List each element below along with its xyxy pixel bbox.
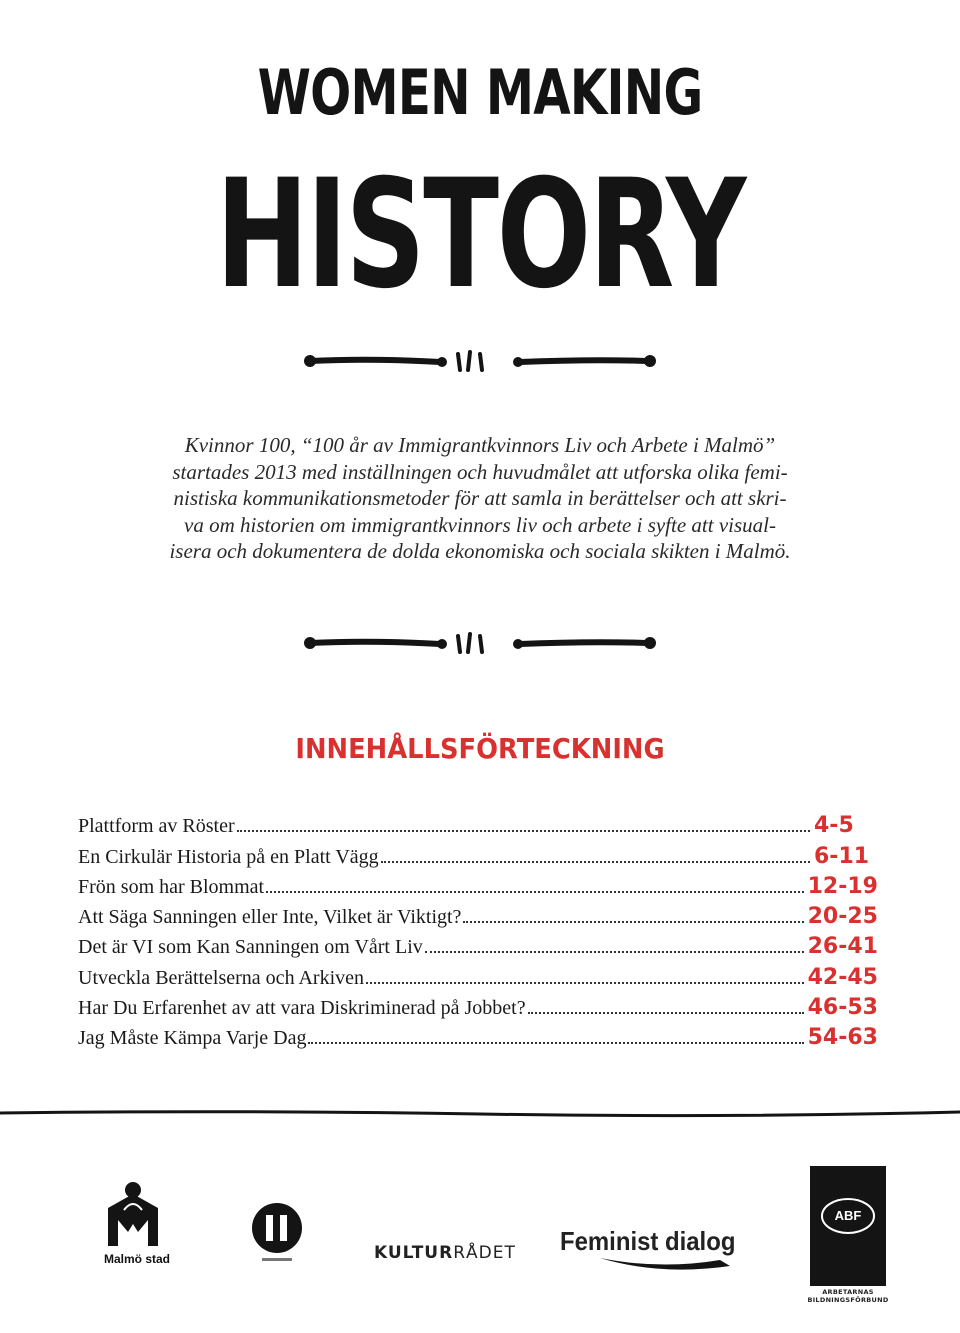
toc-entry[interactable] (78, 959, 878, 989)
abf-logo (810, 1166, 886, 1286)
toc-leader-dots (308, 1041, 803, 1044)
toc-leader-dots (381, 860, 810, 863)
toc-entry-title: Har Du Erfarenhet av att vara Diskriminerad på Jobbet? (78, 997, 526, 1020)
kulturradet-word-a: KULTUR (374, 1243, 454, 1263)
toc-entry-title: Det är VI som Kan Sanningen om Vårt Liv (78, 936, 423, 959)
toc-leader-dots (463, 920, 803, 923)
toc-entry[interactable] (78, 1020, 878, 1050)
toc-entry-pages: 46-53 (807, 995, 878, 1021)
toc-entry-pages: 54-63 (807, 1025, 878, 1051)
toc-entry[interactable] (78, 899, 878, 929)
toc-entry[interactable] (78, 990, 878, 1020)
toc-leader-dots (425, 950, 804, 953)
intro-line: nistiska kommunikationsmetoder för att samla in berättelser och att skri- (173, 486, 787, 510)
toc-entry-pages: 4-5 (814, 813, 854, 839)
title-line-2: HISTORY (215, 148, 745, 322)
toc-entry-pages: 26-41 (807, 934, 878, 960)
toc-entry-title: Plattform av Röster (78, 815, 235, 838)
toc-entry[interactable] (78, 808, 878, 838)
toc-entry-title: Frön som har Blommat (78, 875, 265, 898)
toc-entry-title: En Cirkulär Historia på en Platt Vägg (78, 845, 379, 868)
toc-entry[interactable] (78, 929, 878, 959)
malmo-stad-logo-icon (104, 1180, 162, 1250)
toc-entry-title: Att Säga Sanningen eller Inte, Vilket är Viktigt? (78, 906, 462, 929)
toc-leader-dots (266, 890, 804, 893)
title-line-1: WOMEN MAKING (257, 56, 703, 129)
table-of-contents (78, 808, 878, 1050)
malmo-stad-label: Malmö stad (104, 1252, 171, 1266)
toc-entry-pages: 12-19 (807, 873, 878, 899)
kulturradet-logo (374, 1243, 516, 1263)
abf-logo-text: ABF (834, 1208, 862, 1223)
toc-entry-pages: 20-25 (807, 904, 878, 930)
toc-leader-dots (366, 981, 804, 984)
toc-leader-dots (237, 829, 810, 832)
toc-entry[interactable] (78, 869, 878, 899)
divider-rule (0, 1106, 960, 1120)
circular-logo-icon (246, 1200, 308, 1266)
partner-logos (0, 1160, 960, 1310)
intro-paragraph (120, 432, 840, 565)
intro-line: va om historien om immigrantkvinnors liv och arbete i syfte att visual- (184, 512, 776, 537)
feminist-dialog-swoosh-icon (600, 1256, 730, 1272)
intro-line: Kvinnor 100, “100 år av Immigrantkvinnors Liv och Arbete i Malmö” (184, 433, 776, 457)
ornament-divider-bottom (300, 628, 660, 658)
toc-entry-pages: 42-45 (807, 964, 878, 990)
toc-entry-title: Jag Måste Kämpa Varje Dag (78, 1027, 307, 1050)
kulturradet-word-b: RÅDET (453, 1243, 516, 1263)
abf-subtitle: ARBETARNAS BILDNINGSFÖRBUND (807, 1288, 889, 1304)
toc-leader-dots (528, 1011, 804, 1014)
toc-entry-pages: 6-11 (814, 843, 870, 869)
toc-entry[interactable] (78, 838, 878, 868)
toc-entry-title: Utveckla Berättelserna och Arkiven (78, 966, 364, 989)
toc-heading: INNEHÅLLSFÖRTECKNING (295, 732, 665, 765)
feminist-dialog-logo: Feminist dialog (560, 1226, 736, 1256)
intro-line: isera och dokumentera de dolda ekonomiska och sociala skikten i Malmö. (169, 539, 791, 563)
intro-line: startades 2013 med inställningen och huvudmålet att utforska olika femi- (172, 459, 788, 484)
ornament-divider-top (300, 346, 660, 376)
